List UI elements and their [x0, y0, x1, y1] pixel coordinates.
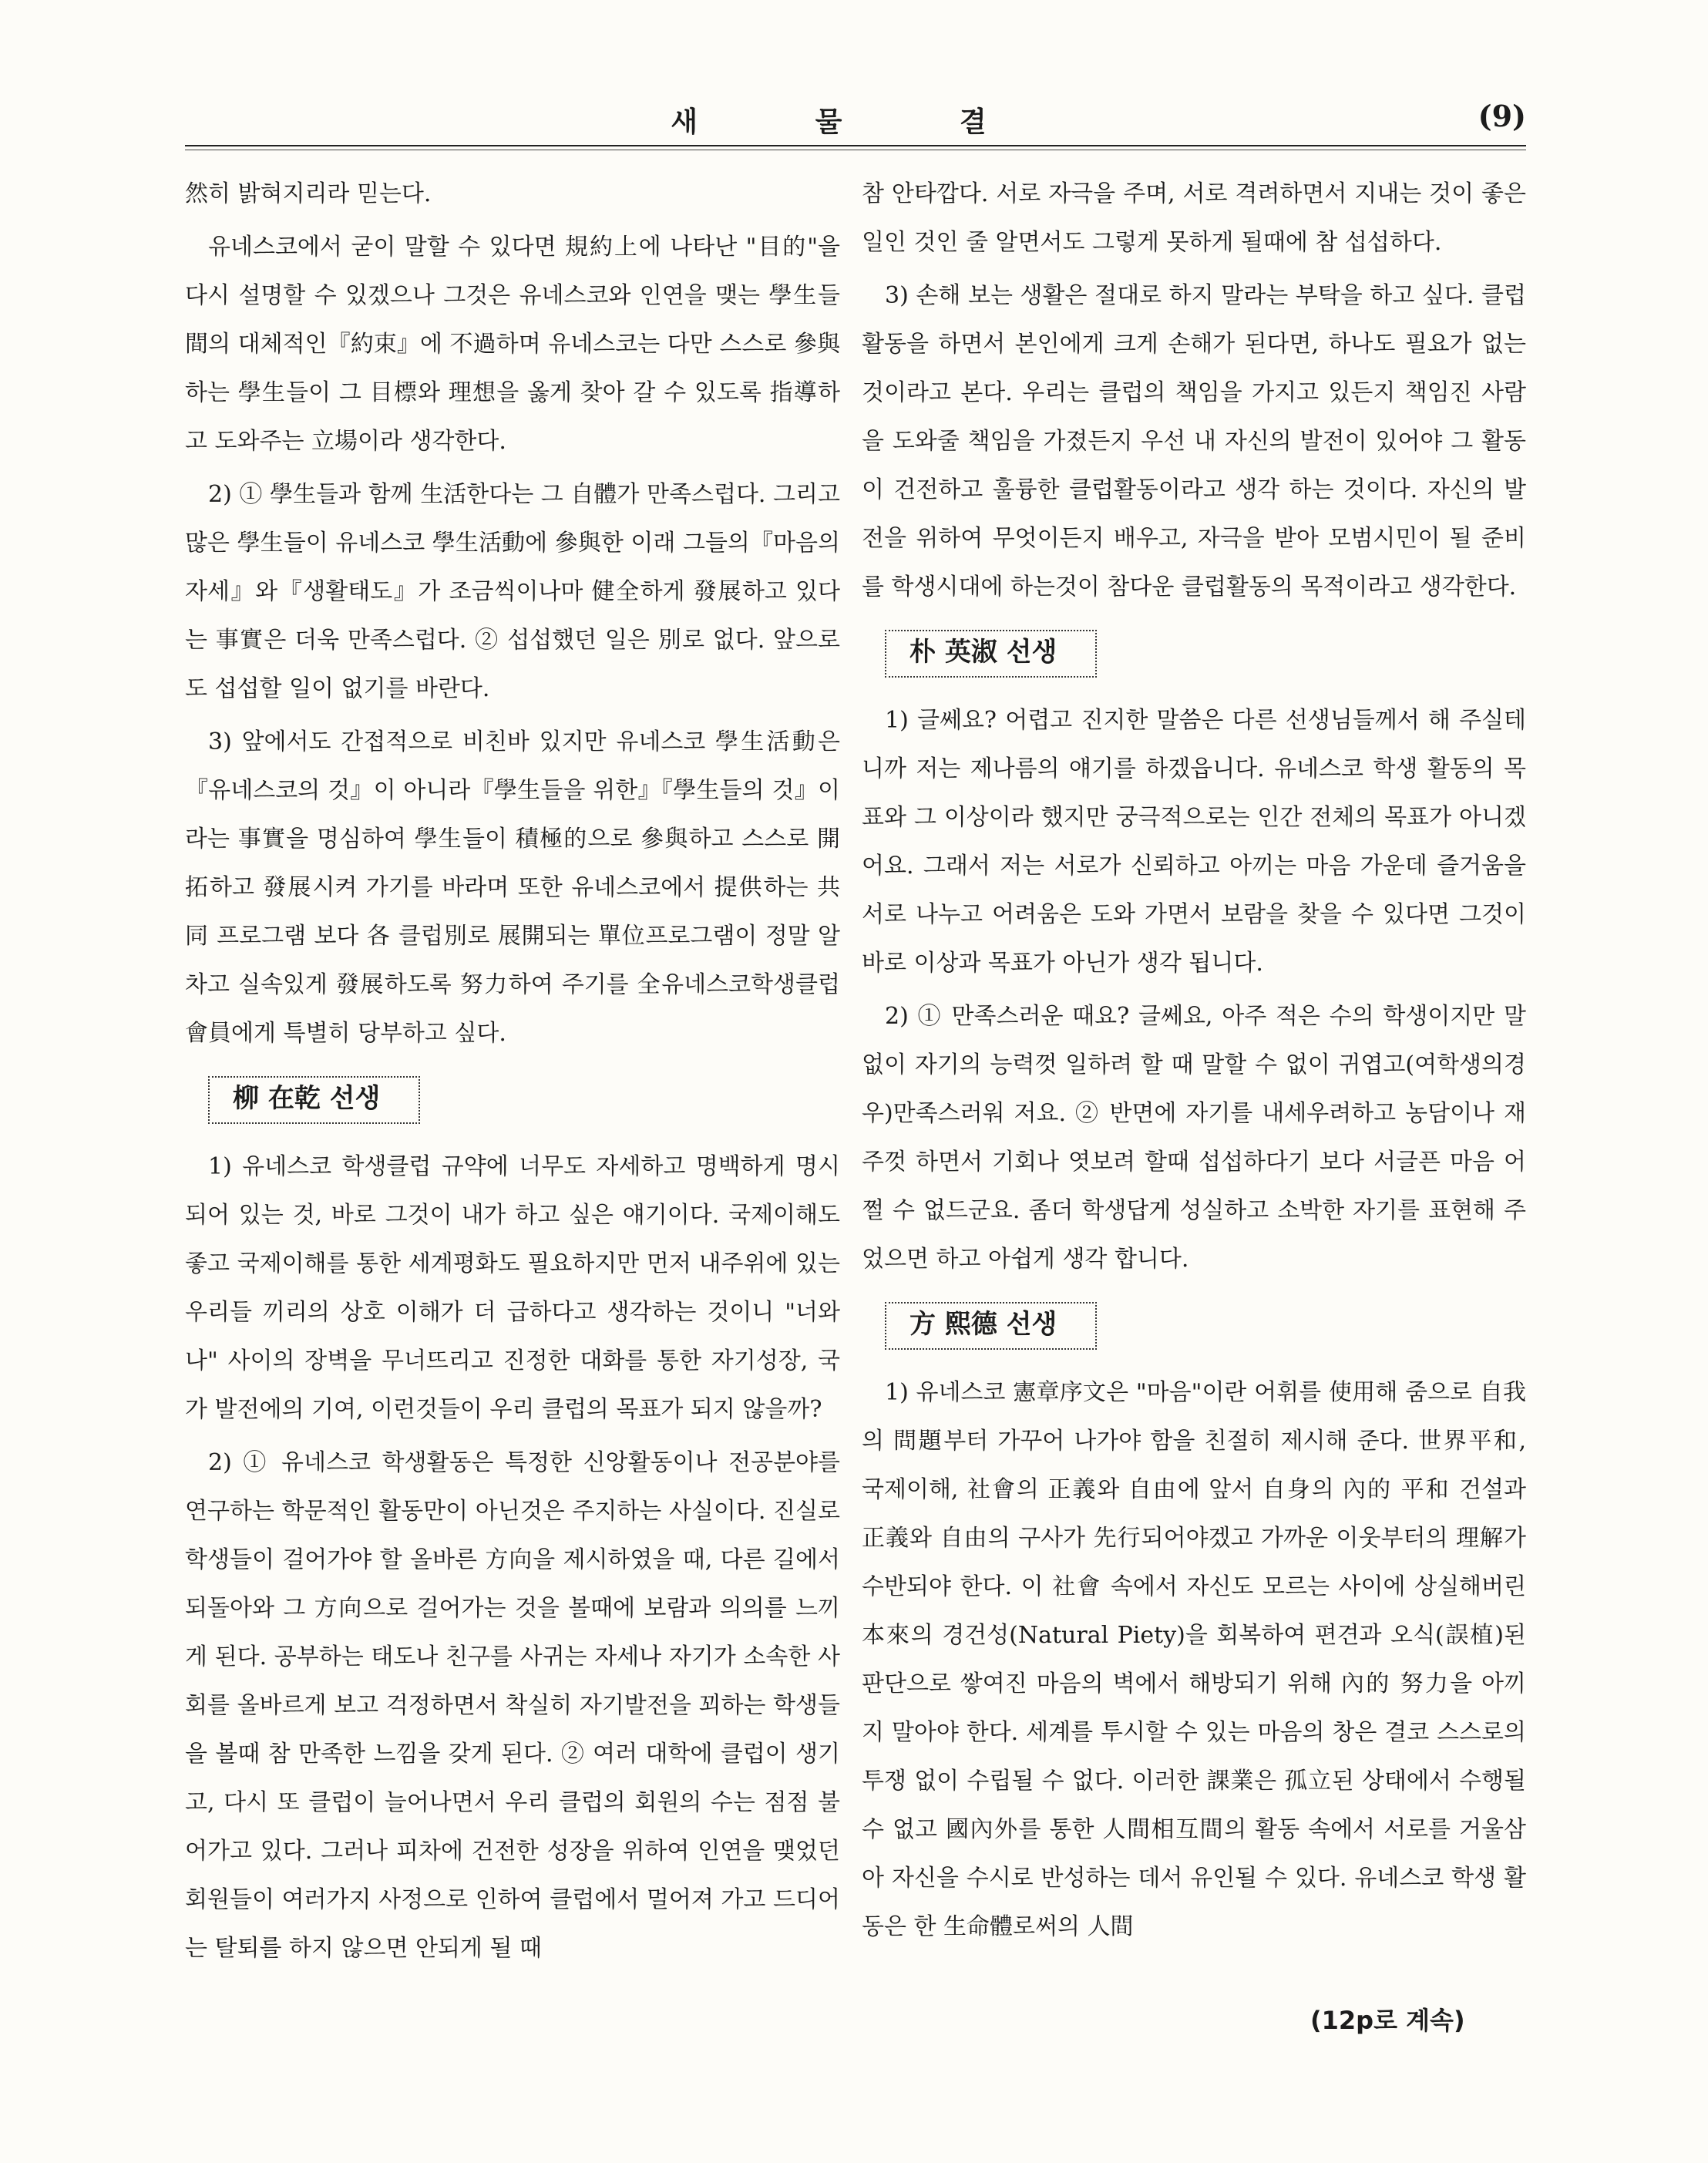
paragraph: 2) ① 유네스코 학생활동은 특정한 신앙활동이나 전공분야를 연구하는 학문적인 활동만이 아닌것은 주지하는 사실이다. 진실로 학생들이 걸어가야 할 올바른 方向을 제시하였을 때, 다른 길에서 되돌아와 그 方向으로 걸어가는 것을 볼때에 보람과 의의를 느끼게 된다. 공부하는 태도나 친구를 사귀는 자세나 자기가 소속한 사회를 올바르게 보고 걱정하면서 착실히 자기발전을 꾀하는 학생들을 볼때 참 만족한 느낌을 갖게 된다. ② 여러 대학에 클럽이 생기고, 다시 또 클럽이 늘어나면서 우리 클럽의 회원의 수는 점점 불어가고 있다. 그러나 피차에 건전한 성장을 위하여 인연을 맺었던 회원들이 여러가지 사정으로 인하여 클럽에서 멀어져 가고 드디어는 탈퇴를 하지 않으면 안되게 될 때 — [185, 1449, 840, 1962]
paragraph: 참 안타깝다. 서로 자극을 주며, 서로 격려하면서 지내는 것이 좋은 일인 것인 줄 알면서도 그렇게 못하게 될때에 참 섭섭하다. — [862, 180, 1526, 256]
section-heading: 柳 在乾 선생 — [208, 1076, 420, 1124]
left-column — [185, 170, 840, 1977]
paragraph: 3) 앞에서도 간접적으로 비친바 있지만 유네스코 學生活動은『유네스코의 것』이 아니라『學生들을 위한』『學生들의 것』이라는 事實을 명심하여 學生들이 積極的으로 參與하고 스스로 開拓하고 發展시켜 가기를 바라며 또한 유네스코에서 提供하는 共同 프로그램 보다 各 클럽別로 展開되는 單位프로그램이 정말 알차고 실속있게 發展하도록 努力하여 주기를 全유네스코학생클럽 會員에게 특별히 당부하고 싶다. — [185, 728, 840, 1047]
paragraph: 1) 유네스코 憲章序文은 "마음"이란 어휘를 使用해 줌으로 自我의 問題부터 가꾸어 나가야 함을 친절히 제시해 준다. 世界平和, 국제이해, 社會의 正義와 自由에 앞서 自身의 內的 平和 건설과 正義와 自由의 구사가 先行되어야겠고 가까운 이웃부터의 理解가 수반되야 한다. 이 社會 속에서 자신도 모르는 사이에 상실해버린 本來의 경건성(Natural Piety)을 회복하여 편견과 오식(誤植)된 판단으로 쌓여진 마음의 벽에서 해방되기 위해 內的 努力을 아끼지 말아야 한다. 세계를 투시할 수 있는 마음의 창은 결코 스스로의 투쟁 없이 수립될 수 없다. 이러한 課業은 孤立된 상태에서 수행될 수 없고 國內外를 통한 人間相互間의 활동 속에서 서로를 거울삼아 자신을 수시로 반성하는 데서 유인될 수 있다. 유네스코 학생 활동은 한 生命體로써의 人間 — [862, 1379, 1526, 1940]
paragraph: 1) 글쎄요? 어렵고 진지한 말씀은 다른 선생님들께서 해 주실테니까 저는 제나름의 얘기를 하겠읍니다. 유네스코 학생 활동의 목표와 그 이상이라 했지만 궁극적으로는 인간 전체의 목표가 아니겠어요. 그래서 저는 서로가 신뢰하고 아끼는 마음 가운데 즐거움을 서로 나누고 어려움은 도와 가면서 보람을 찾을 수 있다면 그것이 바로 이상과 목표가 아닌가 생각 됩니다. — [862, 707, 1526, 977]
paragraph: 유네스코에서 굳이 말할 수 있다면 規約上에 나타난 "目的"을 다시 설명할 수 있겠으나 그것은 유네스코와 인연을 맺는 學生들間의 대체적인『約束』에 不過하며 유네스코는 다만 스스로 參與하는 學生들이 그 目標와 理想을 옳게 찾아 갈 수 있도록 指導하고 도와주는 立場이라 생각한다. — [185, 234, 840, 455]
continued-note: (12p로 계속) — [1310, 2006, 1465, 2035]
page-number: (9) — [1478, 99, 1526, 133]
header-rule — [185, 145, 1526, 146]
paragraph: 3) 손해 보는 생활은 절대로 하지 말라는 부탁을 하고 싶다. 클럽 활동을 하면서 본인에게 크게 손해가 된다면, 하나도 필요가 없는 것이라고 본다. 우리는 클럽의 책임을 가지고 있든지 책임진 사람을 도와줄 책임을 가졌든지 우선 내 자신의 발전이 있어야 그 활동이 건전하고 훌륭한 클럽활동이라고 생각 하는 것이다. 자신의 발전을 위하여 무엇이든지 배우고, 자극을 받아 모범시민이 될 준비를 학생시대에 하는것이 참다운 클럽활동의 목적이라고 생각한다. — [862, 282, 1526, 600]
section-heading: 方 熙德 선생 — [885, 1302, 1097, 1350]
right-column — [862, 170, 1526, 1956]
paragraph: 2) ① 만족스러운 때요? 글쎄요, 아주 적은 수의 학생이지만 말 없이 자기의 능력껏 일하려 할 때 말할 수 없이 귀엽고(여학생의경우)만족스러워 저요. ② 반면에 자기를 내세우려하고 농담이나 재주껏 하면서 기회나 엿보려 할때 섭섭하다기 보다 서글픈 마음 어쩔 수 없드군요. 좀더 학생답게 성실하고 소박한 자기를 표현해 주었으면 하고 아쉽게 생각 합니다. — [862, 1003, 1526, 1273]
paragraph: 1) 유네스코 학생클럽 규약에 너무도 자세하고 명백하게 명시되어 있는 것, 바로 그것이 내가 하고 싶은 얘기이다. 국제이해도 좋고 국제이해를 통한 세계평화도 필요하지만 먼저 내주위에 있는 우리들 끼리의 상호 이해가 더 급하다고 생각하는 것이니 "너와 나" 사이의 장벽을 무너뜨리고 진정한 대화를 통한 자기성장, 국가 발전에의 기여, 이런것들이 우리 클럽의 목표가 되지 않을까? — [185, 1153, 840, 1423]
section-heading: 朴 英淑 선생 — [885, 630, 1097, 678]
masthead-title: 새 물 결 — [671, 106, 1041, 138]
paragraph: 2) ① 學生들과 함께 生活한다는 그 自體가 만족스럽다. 그리고 많은 學生들이 유네스코 學生活動에 參與한 이래 그들의『마음의 자세』와『생활태도』가 조금씩이나마 健全하게 發展하고 있다는 事實은 더욱 만족스럽다. ② 섭섭했던 일은 別로 없다. 앞으로도 섭섭할 일이 없기를 바란다. — [185, 481, 840, 702]
paragraph: 然히 밝혀지리라 믿는다. — [185, 180, 432, 207]
